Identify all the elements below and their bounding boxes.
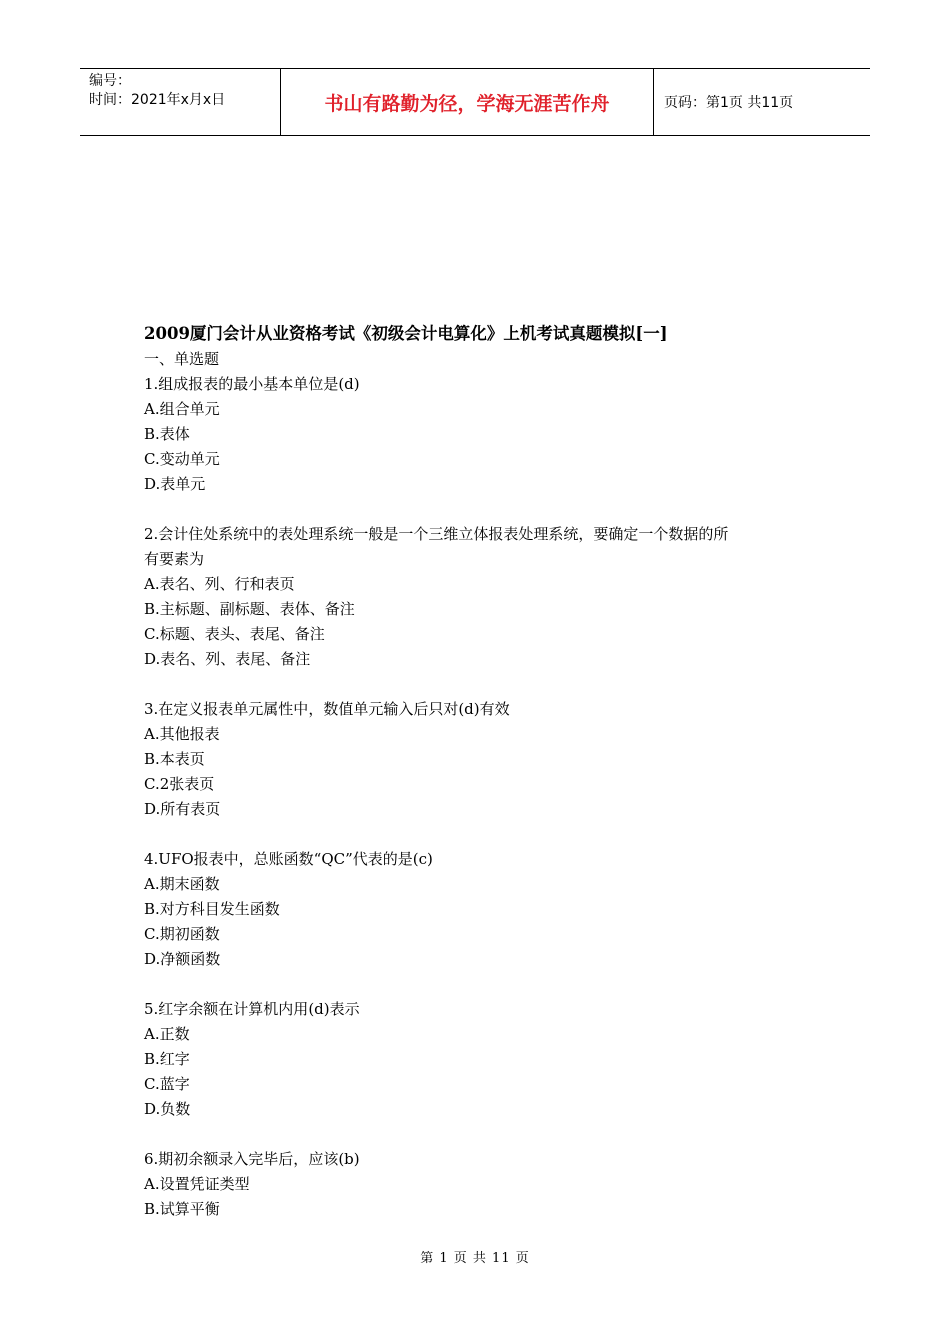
option: D.表单元 <box>144 475 206 493</box>
option: B.主标题、副标题、表体、备注 <box>144 600 355 618</box>
question-4 <box>144 847 814 972</box>
question-6 <box>144 1147 814 1222</box>
option: B.本表页 <box>144 750 205 768</box>
option: A.表名、列、行和表页 <box>144 575 295 593</box>
question-1 <box>144 372 814 497</box>
question-3 <box>144 697 814 822</box>
option: D.净额函数 <box>144 950 221 968</box>
question-text: 4.UFO报表中，总账函数“QC”代表的是(c) <box>144 850 433 868</box>
document-body <box>144 322 814 1222</box>
header-meta <box>80 69 281 135</box>
option: A.组合单元 <box>144 400 220 418</box>
option: C.期初函数 <box>144 925 220 943</box>
header-time-label: 时间：2021年x月x日 <box>89 92 226 108</box>
question-text: 5.红字余额在计算机内用(d)表示 <box>144 1000 360 1018</box>
section-heading: 一、单选题 <box>144 350 220 368</box>
option: C.标题、表头、表尾、备注 <box>144 625 325 643</box>
question-text: 6.期初余额录入完毕后，应该(b) <box>144 1150 360 1168</box>
question-5 <box>144 997 814 1122</box>
question-text: 2.会计住处系统中的表处理系统一般是一个三维立体报表处理系统，要确定一个数据的所 <box>144 525 729 543</box>
page-footer: 第 1 页 共 11 页 <box>420 1251 530 1266</box>
option: B.红字 <box>144 1050 190 1068</box>
option: D.所有表页 <box>144 800 221 818</box>
question-2 <box>144 522 814 672</box>
option: B.对方科目发生函数 <box>144 900 280 918</box>
header-motto: 书山有路勤为径，学海无涯苦作舟 <box>281 69 654 135</box>
option: D.表名、列、表尾、备注 <box>144 650 311 668</box>
option: B.表体 <box>144 425 190 443</box>
option: A.期末函数 <box>144 875 220 893</box>
option: D.负数 <box>144 1100 191 1118</box>
option: C.2张表页 <box>144 775 215 793</box>
document-title: 2009厦门会计从业资格考试《初级会计电算化》上机考试真题模拟[一] <box>144 324 668 343</box>
option: C.变动单元 <box>144 450 220 468</box>
question-text: 1.组成报表的最小基本单位是(d) <box>144 375 360 393</box>
page-header <box>80 68 870 136</box>
option: B.试算平衡 <box>144 1200 220 1218</box>
question-text-continued: 有要素为 <box>144 550 205 568</box>
option: A.其他报表 <box>144 725 220 743</box>
option: A.设置凭证类型 <box>144 1175 250 1193</box>
option: C.蓝字 <box>144 1075 190 1093</box>
header-number-label: 编号： <box>89 73 131 89</box>
option: A.正数 <box>144 1025 190 1043</box>
header-page-info: 页码：第1页 共11页 <box>664 95 794 111</box>
question-text: 3.在定义报表单元属性中，数值单元输入后只对(d)有效 <box>144 700 510 718</box>
